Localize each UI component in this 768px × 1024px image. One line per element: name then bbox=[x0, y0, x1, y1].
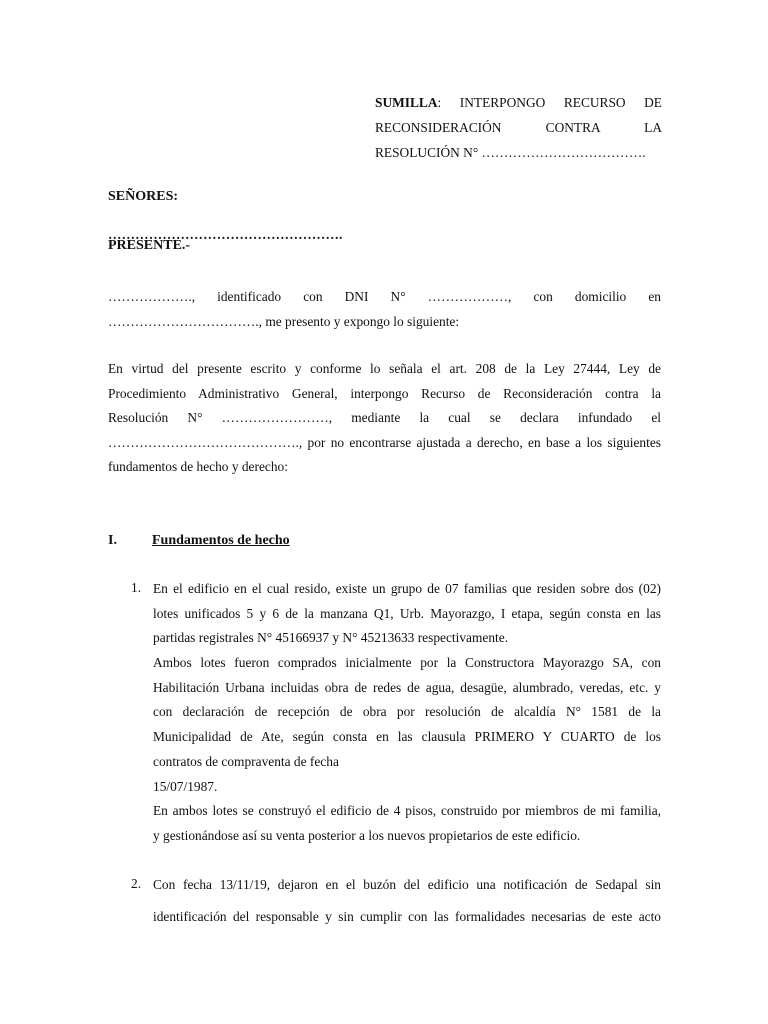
list-item-2 bbox=[153, 873, 661, 930]
list-item-line: Habilitación Urbana incluidas obra de redes de agua, desagüe, alumbrado, veredas, etc. y bbox=[153, 679, 661, 695]
list-item-line: 15/07/1987. bbox=[153, 778, 218, 794]
sumilla-line-1 bbox=[375, 90, 662, 115]
sumilla-block bbox=[375, 90, 662, 165]
body-line: Procedimiento Administrativo General, interpongo Recurso de Reconsideración contra la bbox=[108, 385, 661, 401]
intro-line-1 bbox=[108, 285, 661, 310]
sumilla-line-2: RECONSIDERACIÓN CONTRA LA bbox=[375, 120, 662, 135]
body-line: fundamentos de hecho y derecho: bbox=[108, 459, 288, 474]
list-item-line: En ambos lotes se construyó el edificio de 4 pisos, construido por miembros de mi familia, bbox=[153, 803, 661, 819]
sumilla-label: SUMILLA bbox=[375, 95, 438, 110]
body-paragraph bbox=[108, 357, 661, 480]
list-item-line: Municipalidad de Ate, según consta en las clausula PRIMERO Y CUARTO de los bbox=[153, 729, 661, 745]
list-item-line: lotes unificados 5 y 6 de la manzana Q1, Urb. Mayorazgo, I etapa, según consta en las bbox=[153, 605, 661, 621]
body-line: Resolución N° ……………………, mediante la cual se declara infundado el bbox=[108, 410, 661, 425]
body-line: En virtud del presente escrito y conforme lo señala el art. 208 de la Ley 27444, Ley de bbox=[108, 361, 661, 376]
list-item-line: Ambos lotes fueron comprados inicialmente por la Constructora Mayorazgo SA, con bbox=[153, 655, 661, 671]
list-item-line: y gestionándose así su venta posterior a los nuevos propietarios de este edificio. bbox=[153, 827, 581, 843]
list-item-line: partidas registrales N° 45166937 y N° 45213633 respectivamente. bbox=[153, 630, 509, 646]
section-number: I. bbox=[108, 533, 117, 548]
list-item-line: identificación del responsable y sin cumplir con las formalidades necesarias de este acto bbox=[153, 909, 661, 924]
sumilla-line-1-text: : INTERPONGO RECURSO DE bbox=[437, 95, 662, 110]
list-item-number: 2. bbox=[131, 876, 142, 891]
list-item-line: con declaración de recepción de obra por resolución de alcaldía N° 1581 de la bbox=[153, 704, 661, 720]
list-item-line: Con fecha 13/11/19, dejaron en el buzón del edificio una notificación de Sedapal sin bbox=[153, 877, 661, 892]
intro-line-2: ……………………………., me presento y expongo lo siguiente: bbox=[108, 313, 460, 329]
list-item-number: 1. bbox=[131, 580, 142, 595]
list-item-1 bbox=[153, 577, 661, 849]
list-item-line: En el edificio en el cual resido, existe un grupo de 07 familias que residen sobre dos (02) bbox=[153, 581, 661, 596]
intro-line-1-text: ………………., identificado con DNI N° ………………, con domicilio en bbox=[108, 289, 661, 304]
addressee-dots: ……………………………………………. bbox=[108, 227, 343, 242]
list-item-line: contratos de compraventa de fecha bbox=[153, 753, 339, 769]
intro-paragraph bbox=[108, 285, 661, 334]
addressee-presente: PRESENTE.- bbox=[108, 238, 191, 253]
sumilla-line-3: RESOLUCIÓN N° ………………………………. bbox=[375, 145, 646, 160]
body-line: ……………………………………., por no encontrarse ajustada a derecho, en base a los siguientes bbox=[108, 434, 661, 450]
section-title: Fundamentos de hecho bbox=[152, 533, 290, 548]
addressee-senores: SEÑORES: bbox=[108, 189, 179, 204]
